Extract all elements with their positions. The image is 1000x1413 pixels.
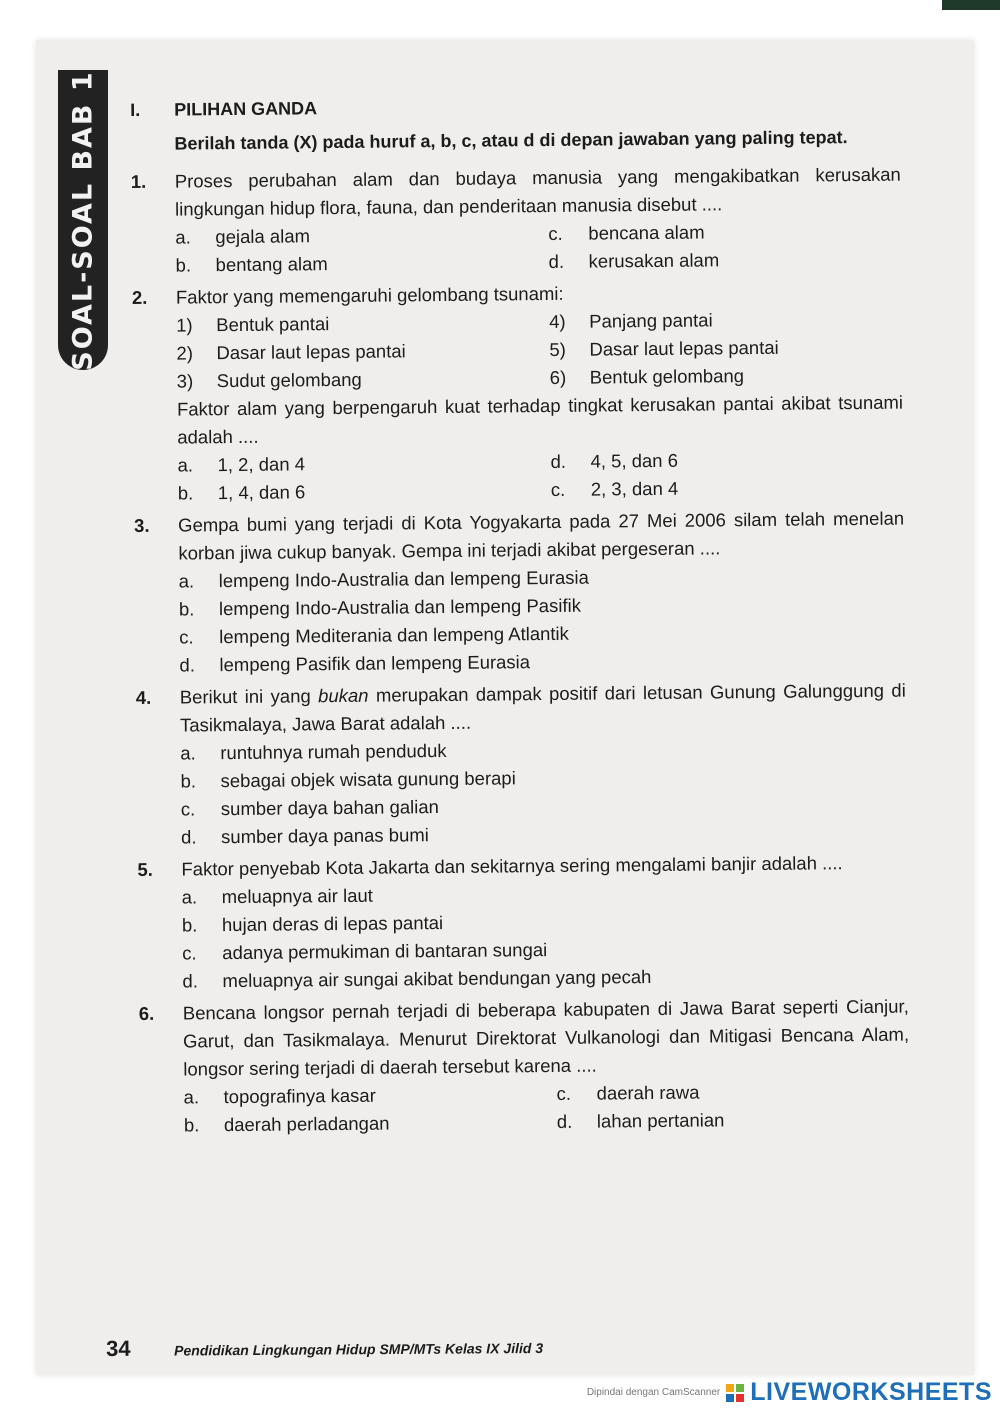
option-text: 4, 5, dan 6 — [590, 449, 679, 472]
question-text: Gempa bumi yang terjadi di Kota Yogyakarta pada 27 Mei 2006 silam telah menelan korban jiwa cukup banyak. Gempa ini terjadi akibat pergeseran .... — [178, 507, 905, 564]
question-text: Faktor penyebab Kota Jakarta dan sekitarnya sering mengalami banjir adalah .... — [181, 852, 843, 880]
factor-number: 3) — [176, 370, 194, 392]
option-label: d. — [182, 970, 199, 992]
option-text: daerah perladangan — [223, 1112, 390, 1136]
factor-text: Sudut gelombang — [216, 368, 362, 392]
question-5 — [137, 849, 908, 996]
factor-number: 1) — [176, 314, 193, 336]
option-label: c. — [179, 626, 194, 648]
option-label: d. — [550, 450, 567, 472]
option-text: 2, 3, dan 4 — [590, 477, 679, 500]
factor-item — [550, 361, 903, 392]
question-6 — [139, 993, 910, 1140]
option-a[interactable] — [183, 1080, 536, 1111]
option-text: meluapnya air laut — [221, 884, 373, 908]
option-text: runtuhnya rumah penduduk — [220, 739, 447, 764]
option-label: c. — [548, 222, 563, 244]
option-c[interactable] — [556, 1077, 909, 1108]
section-number: I. — [130, 99, 141, 120]
question-followup: Faktor alam yang berpengaruh kuat terhadap tingkat kerusakan pantai akibat tsunami adalah .... — [176, 391, 904, 448]
factor-number: 5) — [549, 338, 567, 360]
option-d[interactable] — [548, 245, 901, 276]
option-d[interactable] — [179, 645, 905, 680]
section-title: PILIHAN GANDA — [174, 98, 318, 120]
question-number: 5. — [137, 858, 153, 880]
option-text: kerusakan alam — [588, 249, 720, 272]
factor-item — [176, 336, 529, 367]
option-c[interactable] — [551, 473, 904, 504]
option-d[interactable] — [550, 445, 903, 476]
option-label: a. — [181, 886, 198, 908]
option-text: bentang alam — [215, 253, 328, 276]
brand-name: LIVEWORKSHEETS — [750, 1378, 992, 1406]
option-label: c. — [180, 798, 196, 820]
question-2 — [132, 277, 904, 508]
section-heading — [130, 89, 900, 124]
factor-number: 6) — [549, 366, 567, 388]
corner-mark — [942, 0, 1000, 10]
question-text-post: merupakan dampak positif dari letusan Gunung Galunggung di Tasikmalaya, Jawa Barat adalah .... — [179, 679, 906, 736]
question-text-emphasis: bukan — [318, 684, 369, 707]
question-4 — [136, 677, 908, 852]
question-text-pre: Berikut ini yang — [179, 685, 319, 708]
factor-text: Panjang pantai — [589, 309, 713, 332]
factor-item — [177, 364, 530, 395]
option-text: daerah rawa — [596, 1081, 700, 1104]
option-text: lempeng Indo-Australia dan lempeng Eurasia — [218, 566, 589, 592]
option-label: b. — [178, 598, 195, 620]
question-text: Proses perubahan alam dan budaya manusia yang mengakibatkan kerusakan lingkungan hidup flora, fauna, dan penderitaan manusia disebut .... — [174, 163, 901, 220]
option-text: lempeng Pasifik dan lempeng Eurasia — [219, 651, 531, 676]
liveworksheets-logo-icon — [726, 1384, 744, 1402]
factor-item — [549, 305, 902, 336]
factor-number: 4) — [549, 310, 566, 332]
question-number: 2. — [131, 286, 148, 308]
question-number: 1. — [130, 170, 147, 192]
question-text: Faktor yang memengaruhi gelombang tsunami: — [175, 282, 564, 308]
option-a[interactable] — [177, 448, 530, 479]
option-label: b. — [177, 482, 194, 504]
side-tab-label: SOAL-SOAL BAB 1 — [67, 69, 99, 371]
book-title: Pendidikan Lingkungan Hidup SMP/MTs Kelas IX Jilid 3 — [174, 1339, 544, 1359]
option-label: d. — [548, 250, 565, 272]
factor-text: Bentuk gelombang — [589, 365, 745, 388]
option-label: c. — [182, 942, 197, 964]
option-d[interactable] — [557, 1105, 910, 1136]
option-label: a. — [180, 742, 196, 764]
question-text — [180, 677, 907, 740]
logo-square — [736, 1394, 744, 1402]
page-footer — [106, 1333, 543, 1362]
option-label: b. — [175, 254, 192, 276]
option-text: 1, 4, dan 6 — [217, 481, 306, 504]
option-text: lempeng Indo-Australia dan lempeng Pasifik — [218, 594, 582, 620]
option-a[interactable] — [175, 220, 528, 251]
chapter-side-tab — [58, 70, 108, 370]
option-c[interactable] — [548, 217, 901, 248]
logo-square — [726, 1394, 734, 1402]
option-label: b. — [180, 770, 197, 792]
question-1 — [131, 161, 902, 280]
option-text: sumber daya bahan galian — [220, 796, 439, 820]
option-label: c. — [556, 1082, 572, 1104]
option-b[interactable] — [184, 1108, 537, 1139]
option-d[interactable] — [181, 817, 907, 852]
logo-square — [736, 1384, 744, 1392]
question-number: 3. — [134, 514, 150, 536]
option-label: a. — [177, 454, 194, 476]
option-text: gejala alam — [215, 225, 311, 248]
option-label: c. — [550, 478, 566, 500]
option-text: meluapnya air sungai akibat bendungan yang pecah — [222, 966, 652, 992]
factor-item — [549, 333, 902, 364]
logo-square — [726, 1384, 734, 1392]
option-text: lahan pertanian — [596, 1109, 725, 1132]
option-text: 1, 2, dan 4 — [217, 453, 306, 476]
option-b[interactable] — [178, 476, 531, 507]
option-label: a. — [178, 570, 195, 592]
option-text: sebagai objek wisata gunung berapi — [220, 767, 516, 792]
option-text: sumber daya panas bumi — [221, 824, 429, 848]
option-label: d. — [179, 654, 196, 676]
option-label: a. — [175, 226, 191, 248]
option-label: a. — [183, 1086, 200, 1108]
option-label: b. — [183, 1114, 200, 1136]
option-label: d. — [556, 1110, 573, 1132]
liveworksheets-branding — [587, 1378, 992, 1407]
question-text: Bencana longsor pernah terjadi di beberapa kabupaten di Jawa Barat seperti Cianjur, Garut, dan Tasikmalaya. Menurut Direktorat Vulkanologi dan Mitigasi Bencana Alam, longsor sering terjadi di daerah tersebut karena .... — [182, 995, 910, 1080]
instruction-text: Berilah tanda (X) pada huruf a, b, c, atau d di depan jawaban yang paling tepat. — [174, 127, 848, 154]
option-label: b. — [181, 914, 198, 936]
worksheet-content — [130, 89, 910, 1140]
factor-text: Bentuk pantai — [216, 313, 330, 336]
option-text: hujan deras di lepas pantai — [221, 912, 444, 936]
factor-item — [176, 308, 529, 339]
option-label: d. — [181, 826, 197, 848]
option-text: lempeng Mediterania dan lempeng Atlantik — [219, 622, 569, 648]
scan-note: Dipindai dengan CamScanner — [586, 1387, 721, 1398]
option-b[interactable] — [175, 248, 528, 279]
option-d[interactable] — [182, 961, 908, 996]
option-text: bencana alam — [588, 221, 705, 244]
factor-list — [176, 305, 903, 396]
factor-text: Dasar laut lepas pantai — [589, 336, 779, 360]
question-3 — [134, 505, 906, 680]
page-number: 34 — [106, 1335, 131, 1361]
factor-number: 2) — [176, 342, 194, 364]
question-number: 4. — [135, 686, 152, 708]
factor-text: Dasar laut lepas pantai — [216, 340, 406, 364]
option-text: topografinya kasar — [223, 1084, 376, 1108]
option-text: adanya permukiman di bantaran sungai — [222, 939, 548, 964]
question-number: 6. — [138, 1002, 155, 1024]
